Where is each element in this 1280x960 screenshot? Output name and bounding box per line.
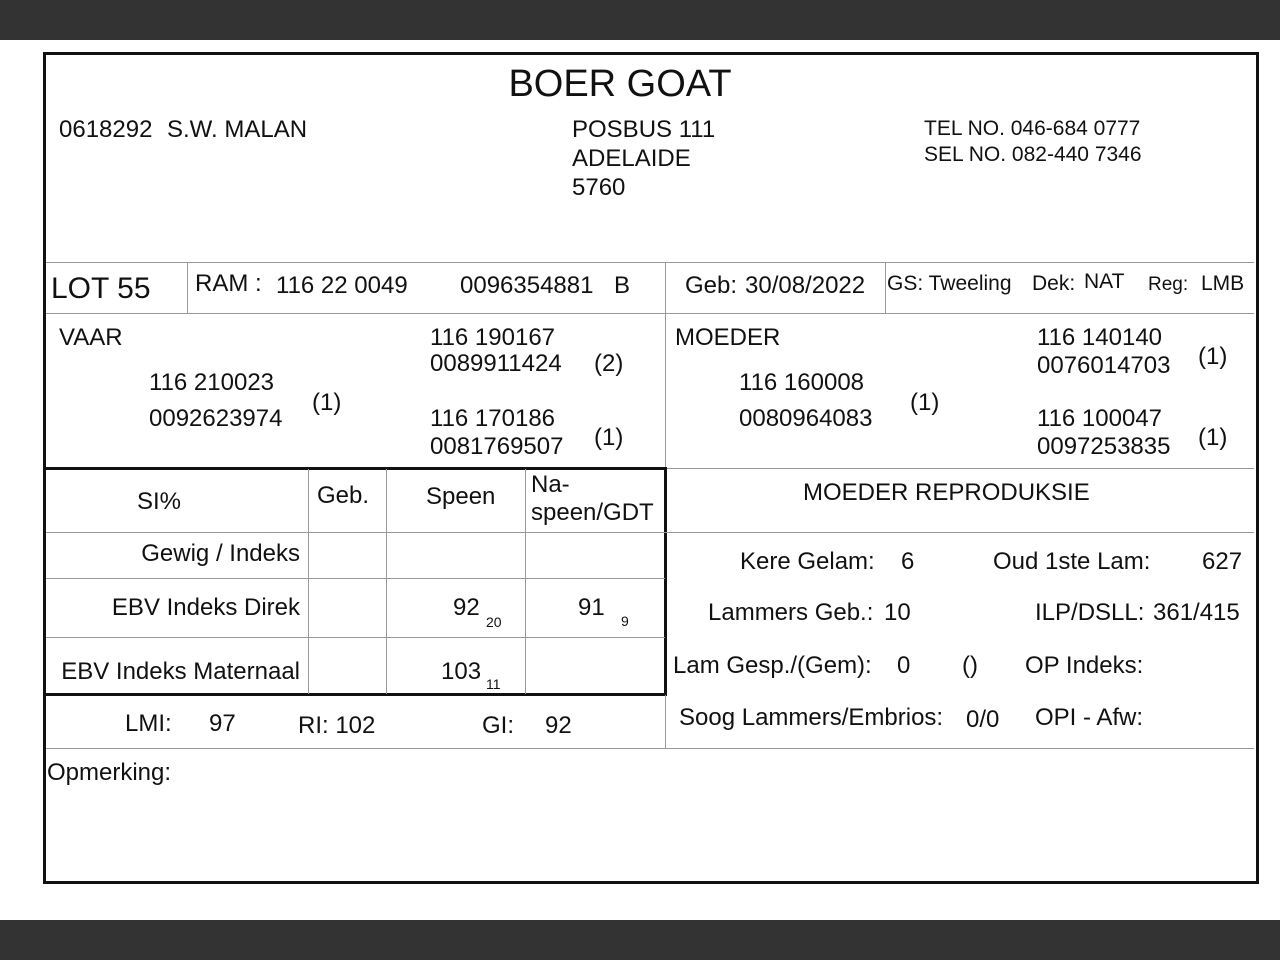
gs-value: GS: Tweeling xyxy=(887,272,1012,295)
op-indeks-label: OP Indeks: xyxy=(1025,652,1144,679)
si-col-line-1 xyxy=(308,469,309,694)
speen-value-maternaal: 103 xyxy=(441,658,482,685)
dam-sire-count: (1) xyxy=(1198,343,1228,370)
reg-label: Reg: xyxy=(1148,274,1189,295)
si-col-line-3 xyxy=(525,469,526,694)
tel-number: TEL NO. 046-684 0777 xyxy=(924,117,1141,140)
breeder-id: 0618292 xyxy=(59,116,153,143)
ilp-dsll-value: 361/415 xyxy=(1153,599,1240,626)
dam-id: 0080964083 xyxy=(739,405,873,432)
lmi-label: LMI: xyxy=(125,710,172,737)
sire-label: VAAR xyxy=(59,324,123,351)
divider-lot-right xyxy=(187,262,188,313)
si-row-line-2 xyxy=(46,578,665,579)
dam-sire-number: 116 140140 xyxy=(1037,324,1163,351)
sire-dam-number: 116 170186 xyxy=(430,405,556,432)
sire-dam-count: (1) xyxy=(594,424,624,451)
address-line-3: 5760 xyxy=(572,174,626,201)
kere-gelam-value: 6 xyxy=(901,548,915,575)
divider-lot-bottom xyxy=(46,313,1254,314)
speen-sub-direk: 20 xyxy=(486,614,502,630)
si-table-right xyxy=(664,467,667,696)
oud-1ste-lam-value: 627 xyxy=(1202,548,1243,575)
soog-lammers-value: 0/0 xyxy=(966,706,1000,733)
dam-label: MOEDER xyxy=(675,324,781,351)
naspeen-sub-direk: 9 xyxy=(621,613,629,629)
divider-ram-right xyxy=(665,262,666,468)
lam-gesp-paren: () xyxy=(962,652,978,679)
sire-dam-id: 0081769507 xyxy=(430,433,564,460)
address-line-2: ADELAIDE xyxy=(572,145,691,172)
geb-header: Geb. xyxy=(317,482,370,509)
lmi-value: 97 xyxy=(209,710,236,737)
kere-gelam-label: Kere Gelam: xyxy=(740,548,875,575)
si-col-line-2 xyxy=(386,469,387,694)
si-table-bottom xyxy=(44,693,667,696)
si-table-top xyxy=(44,467,667,470)
lam-gesp-value: 0 xyxy=(897,652,911,679)
lammers-geb-value: 10 xyxy=(884,599,911,626)
remarks-label: Opmerking: xyxy=(47,759,172,786)
lam-gesp-label: Lam Gesp./(Gem): xyxy=(673,652,872,679)
dam-dam-count: (1) xyxy=(1198,424,1228,451)
soog-lammers-label: Soog Lammers/Embrios: xyxy=(679,704,944,731)
lot-number: 55 xyxy=(117,272,151,305)
sel-number: SEL NO. 082-440 7346 xyxy=(924,143,1142,166)
si-row-line-1 xyxy=(46,532,1254,533)
row-label-ebv-direk: EBV Indeks Direk xyxy=(111,594,300,621)
breeder-name: S.W. MALAN xyxy=(167,116,308,143)
opi-afw-label: OPI - Afw: xyxy=(1035,704,1144,731)
divider-geb-right xyxy=(885,262,886,313)
sire-count: (1) xyxy=(312,389,342,416)
naspeen-header-line-2: speen/GDT xyxy=(531,499,654,526)
naspeen-value-direk: 91 xyxy=(578,594,605,621)
dek-value: NAT xyxy=(1084,270,1125,293)
dam-dam-number: 116 100047 xyxy=(1037,405,1163,432)
ram-suffix: B xyxy=(614,272,631,299)
reg-value: LMB xyxy=(1201,272,1245,295)
dek-label: Dek: xyxy=(1032,272,1076,295)
sire-sire-id: 0089911424 xyxy=(430,350,562,377)
si-header: SI% xyxy=(137,488,182,515)
speen-sub-maternaal: 11 xyxy=(486,676,501,692)
bottom-band xyxy=(0,920,1280,960)
si-row-line-3 xyxy=(46,637,665,638)
dam-dam-id: 0097253835 xyxy=(1037,433,1171,460)
sire-sire-number: 116 190167 xyxy=(430,324,556,351)
lammers-geb-label: Lammers Geb.: xyxy=(708,599,874,626)
lot-label-text: LOT xyxy=(51,272,109,305)
dam-sire-id: 0076014703 xyxy=(1037,352,1171,379)
naspeen-header-line-1: Na- xyxy=(531,471,570,498)
sire-id: 0092623974 xyxy=(149,405,283,432)
top-band xyxy=(0,0,1280,40)
gi-value: 92 xyxy=(545,712,572,739)
oud-1ste-lam-label: Oud 1ste Lam: xyxy=(993,548,1151,575)
lot-label xyxy=(51,272,151,306)
card-title: BOER GOAT xyxy=(508,63,732,105)
birth-date: 30/08/2022 xyxy=(745,272,866,299)
address-line-1: POSBUS 111 xyxy=(572,116,716,143)
repro-left-line xyxy=(665,695,666,748)
ri-value: RI: 102 xyxy=(298,712,376,739)
dam-number: 116 160008 xyxy=(739,369,865,396)
dam-count: (1) xyxy=(910,389,940,416)
speen-value-direk: 92 xyxy=(453,594,480,621)
ilp-dsll-label: ILP/DSLL: xyxy=(1035,599,1145,626)
row-label-gewig: Gewig / Indeks xyxy=(141,540,300,567)
ram-label: RAM : xyxy=(195,270,262,297)
divider-lot-top xyxy=(46,262,1254,263)
birth-label: Geb: xyxy=(685,272,738,299)
ram-number: 116 22 0049 xyxy=(276,272,408,299)
repro-top-line xyxy=(667,468,1254,469)
speen-header: Speen xyxy=(426,483,496,510)
sire-sire-count: (2) xyxy=(594,350,624,377)
gi-label: GI: xyxy=(482,712,515,739)
ram-id: 0096354881 xyxy=(460,272,594,299)
remarks-top-line xyxy=(46,748,1254,749)
repro-title: MOEDER REPRODUKSIE xyxy=(803,479,1090,506)
row-label-ebv-maternaal: EBV Indeks Maternaal xyxy=(61,658,300,685)
sire-number: 116 210023 xyxy=(149,369,275,396)
